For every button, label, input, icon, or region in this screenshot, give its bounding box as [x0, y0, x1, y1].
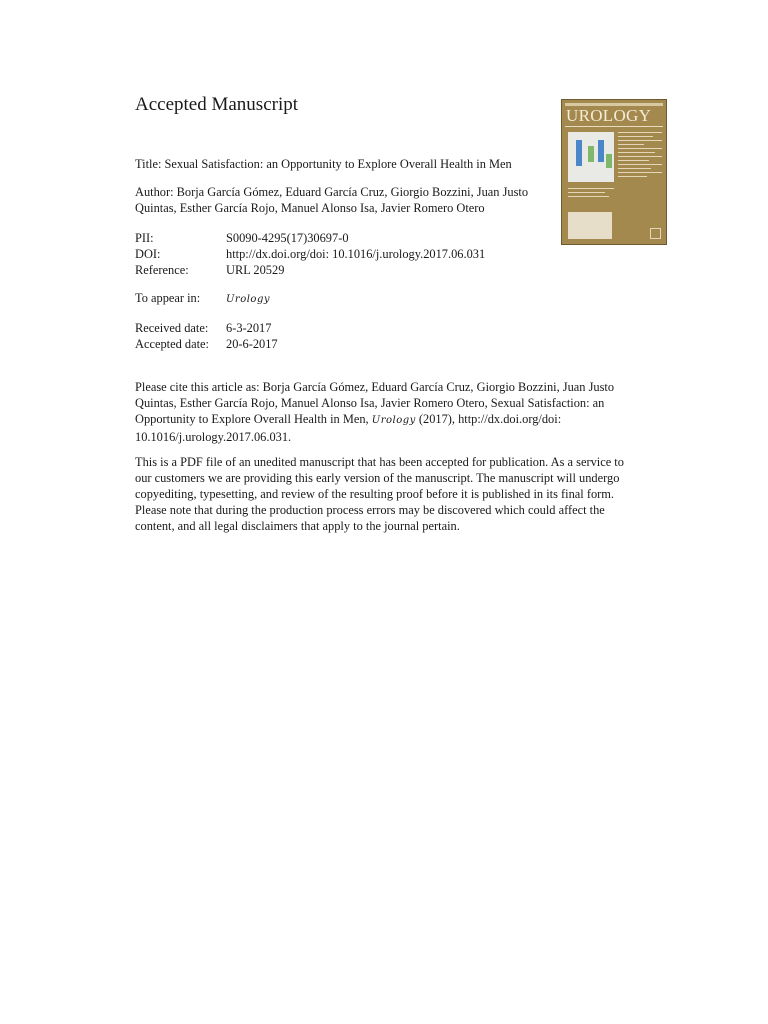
- doi-row: [135, 246, 485, 262]
- appear-journal: [226, 290, 270, 308]
- publisher-logo-icon: [650, 228, 661, 239]
- citation-doi: (2017), http://dx.doi.org/doi: 10.1016/j.urology.2017.06.031.: [135, 412, 562, 444]
- doi-label: DOI:: [135, 247, 161, 261]
- cover-text-line: [618, 168, 651, 169]
- cover-text-line: [618, 160, 649, 161]
- author-list: Author: Borja García Gómez, Eduard García Cruz, Giorgio Bozzini, Juan Justo Quintas, Esther García Rojo, Manuel Alonso Isa, Javier Romero Otero: [135, 185, 529, 215]
- cover-text-line: [618, 148, 662, 149]
- cover-text-line: [618, 140, 662, 141]
- cover-text-line: [618, 132, 662, 133]
- received-label: Received date:: [135, 321, 209, 335]
- dates-table: [135, 320, 278, 352]
- cover-figure: [568, 132, 614, 182]
- reference-row: [135, 262, 485, 278]
- citation-text: Please cite this article as: Borja García Gómez, Eduard García Cruz, Giorgio Bozzini, Juan Justo Quintas, Esther García Rojo, Manuel Alonso Isa, Javier Romero Otero, Sexual Satisfaction: an Opportunity to Explore Overall Health in Men,: [135, 380, 615, 426]
- pii-label: PII:: [135, 231, 154, 245]
- cover-figure-bar: [598, 140, 604, 162]
- cover-caption-lines: [568, 188, 614, 200]
- cover-text-line: [568, 188, 614, 189]
- cover-contents-lines: [618, 132, 662, 180]
- identifier-table: [135, 230, 485, 278]
- received-row: [135, 320, 278, 336]
- cover-text-line: [618, 172, 662, 173]
- accepted-label: Accepted date:: [135, 337, 209, 351]
- reference-value: URL 20529: [226, 263, 285, 277]
- cover-divider: [565, 126, 663, 127]
- cover-text-line: [618, 176, 647, 177]
- received-value: 6-3-2017: [226, 321, 272, 335]
- doi-value: http://dx.doi.org/doi: 10.1016/j.urology.2017.06.031: [226, 247, 486, 261]
- cover-inset-box: [568, 212, 612, 239]
- cover-figure-bar: [588, 146, 594, 162]
- cover-figure-bar: [576, 140, 582, 166]
- cover-text-line: [618, 156, 662, 157]
- journal-name: Urology: [226, 294, 270, 305]
- cover-text-line: [568, 196, 609, 197]
- citation-journal: Urology: [371, 415, 416, 426]
- accepted-row: [135, 336, 278, 352]
- cover-text-line: [618, 136, 653, 137]
- pii-row: [135, 230, 485, 246]
- cover-text-line: [618, 144, 644, 145]
- appear-row: [135, 290, 270, 308]
- appear-label: To appear in:: [135, 291, 201, 305]
- notice-paragraph: This is a PDF file of an unedited manuscript that has been accepted for publication. As a service to our customers we are providing this early version of the manuscript. The manuscript will undergo copyediting, typesetting, and review of the resulting proof before it is published in its final form. Please note that during the production process errors may be discovered which could affect the content, and all legal disclaimers that apply to the journal pertain.: [135, 455, 624, 533]
- article-title: Title: Sexual Satisfaction: an Opportunity to Explore Overall Health in Men: [135, 157, 512, 171]
- accepted-value: 20-6-2017: [226, 337, 278, 351]
- appear-in-table: [135, 290, 270, 308]
- journal-cover-image: [561, 99, 667, 245]
- reference-label: Reference:: [135, 263, 189, 277]
- cover-figure-bar: [606, 154, 612, 168]
- citation-paragraph: [135, 379, 630, 445]
- pii-value: S0090-4295(17)30697-0: [226, 231, 349, 245]
- page-heading: Accepted Manuscript: [135, 94, 299, 115]
- cover-text-line: [618, 152, 655, 153]
- cover-text-line: [568, 192, 605, 193]
- cover-masthead: UROLOGY: [566, 106, 652, 125]
- cover-text-line: [618, 164, 662, 165]
